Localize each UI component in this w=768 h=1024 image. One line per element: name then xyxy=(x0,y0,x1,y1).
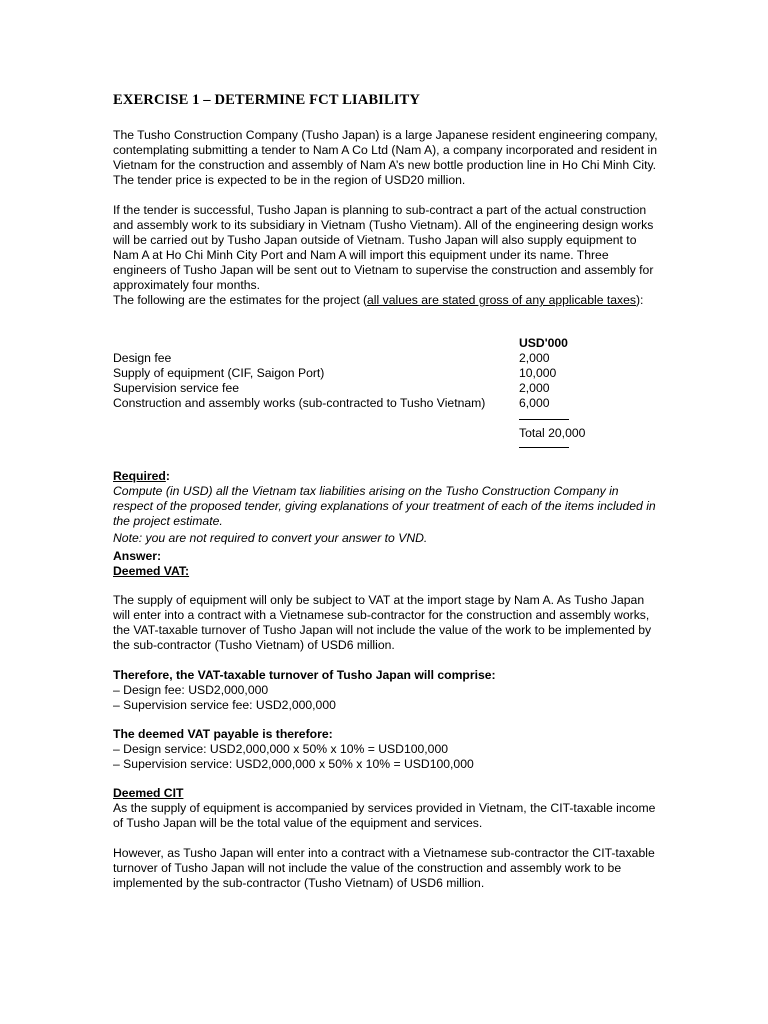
total-value: Total 20,000 xyxy=(519,426,586,440)
intro-paragraph-2: If the tender is successful, Tusho Japan is planning to sub-contract a part of the actual construction and assembly work to its subsidiary in Vietnam (Tusho Vietnam). All of the engineering design works will be carried out by Tusho Japan outside of Vietnam. Tusho Japan will also supply equipment to Nam A at Ho Chi Minh City Port and Nam A will import this equipment under its name. Three engineers of Tusho Japan will be sent out to Vietnam to supervise the construction and assembly for approximately four months. xyxy=(113,203,654,292)
row-label: Supply of equipment (CIF, Saigon Port) xyxy=(113,366,325,380)
answer-heading: Answer: xyxy=(113,549,162,563)
estimates-lead-in: The following are the estimates for the project ( xyxy=(113,293,368,307)
row-label: Design fee xyxy=(113,351,172,365)
deemed-cit-heading: Deemed CIT xyxy=(113,786,184,800)
required-note: Note: you are not required to convert your answer to VND. xyxy=(113,531,428,545)
list-item: – Supervision service: USD2,000,000 x 50% x 10% = USD100,000 xyxy=(113,757,474,771)
row-label: Supervision service fee xyxy=(113,381,239,395)
table-row xyxy=(113,381,593,396)
deemed-vat-heading: Deemed VAT: xyxy=(113,564,190,578)
cit-paragraph-2: However, as Tusho Japan will enter into a contract with a Vietnamese sub-contractor the CIT-taxable turnover of Tusho Japan will not include the value of the construction and assembly work to be implemented by the sub-contractor (Tusho Vietnam) of USD6 million. xyxy=(113,846,655,890)
table-row xyxy=(113,396,593,411)
vat-payable-section xyxy=(113,727,658,772)
estimates-header-row xyxy=(113,336,593,351)
answer-section xyxy=(113,549,658,579)
intro-paragraph-3: The following are the estimates for the project (all values are stated gross of any applicable taxes): xyxy=(113,293,644,307)
total-row xyxy=(113,426,593,441)
table-row xyxy=(113,351,593,366)
vat-payable-heading: The deemed VAT payable is therefore: xyxy=(113,727,333,741)
required-heading: Required xyxy=(113,469,166,483)
subtotal-rule xyxy=(519,419,569,420)
vat-turnover-heading: Therefore, the VAT-taxable turnover of Tusho Japan will comprise: xyxy=(113,668,496,682)
intro-paragraph-1: The Tusho Construction Company (Tusho Japan) is a large Japanese resident engineering company, contemplating submitting a tender to Nam A Co Ltd (Nam A), a company incorporated and resident in Vietnam for the construction and assembly of Nam A’s new bottle production line in Ho Chi Minh City. The tender price is expected to be in the region of USD20 million. xyxy=(113,128,658,187)
gross-of-taxes-note: all values are stated gross of any applicable taxes xyxy=(367,293,636,307)
vat-turnover-section xyxy=(113,668,658,713)
currency-header: USD'000 xyxy=(519,336,568,350)
row-value: 6,000 xyxy=(519,396,550,410)
exercise-title: EXERCISE 1 – DETERMINE FCT LIABILITY xyxy=(113,92,421,108)
list-item: – Supervision service fee: USD2,000,000 xyxy=(113,698,336,712)
row-label: Construction and assembly works (sub-contracted to Tusho Vietnam) xyxy=(113,396,486,410)
list-item: – Design fee: USD2,000,000 xyxy=(113,683,269,697)
cit-paragraph-1: As the supply of equipment is accompanied by services provided in Vietnam, the CIT-taxable income of Tusho Japan will be the total value of the equipment and services. xyxy=(113,801,656,830)
estimates-table xyxy=(113,336,593,440)
total-rule xyxy=(519,447,569,448)
row-value: 2,000 xyxy=(519,351,550,365)
row-value: 10,000 xyxy=(519,366,557,380)
vat-paragraph: The supply of equipment will only be subject to VAT at the import stage by Nam A. As Tusho Japan will enter into a contract with a Vietnamese sub-contractor for the construction and assembly works, the VAT-taxable turnover of Tusho Japan will not include the value of the work to be implemented by the sub-contractor (Tusho Vietnam) of USD6 million. xyxy=(113,593,652,652)
table-row xyxy=(113,366,593,381)
cit-section xyxy=(113,786,658,831)
required-text: Compute (in USD) all the Vietnam tax liabilities arising on the Tusho Construction Company in respect of the proposed tender, giving explanations of your treatment of each of the items included in the project estimate. xyxy=(113,484,656,528)
list-item: – Design service: USD2,000,000 x 50% x 10% = USD100,000 xyxy=(113,742,449,756)
row-value: 2,000 xyxy=(519,381,550,395)
required-section: Required: Compute (in USD) all the Vietnam tax liabilities arising on the Tusho Construction Company in respect of the proposed tender, giving explanations of your treatment of each of the items included in the project estimate. Note: you are not required to convert your answer to VND. xyxy=(113,469,658,546)
